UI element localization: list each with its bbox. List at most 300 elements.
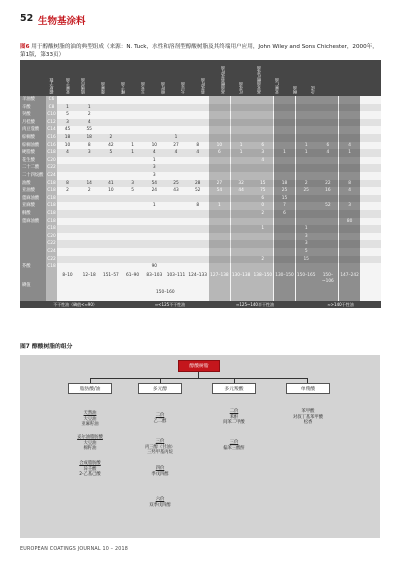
polyol-node: 多元醇 <box>138 383 182 394</box>
table-cell <box>274 218 295 226</box>
table-row <box>20 172 381 180</box>
table-cell <box>122 233 143 241</box>
iodine-value: 147–242 <box>339 271 360 303</box>
table-cell: 3 <box>296 240 317 248</box>
table-cell: 27 <box>209 180 230 188</box>
table-cell <box>252 248 273 256</box>
table-cell <box>339 263 360 271</box>
oil-composition-table <box>20 60 381 331</box>
page-number: 52 <box>20 13 34 24</box>
table-cell <box>296 172 317 180</box>
footer-band: ≈125~140半干性油 <box>236 301 274 307</box>
table-cell: 3 <box>296 233 317 241</box>
table-cell: 6 <box>252 195 273 203</box>
table-cell <box>231 119 252 127</box>
table-row <box>20 195 381 203</box>
table-cell <box>339 210 360 218</box>
iodine-value: 138–150 <box>252 271 273 303</box>
table-cell <box>339 104 360 112</box>
leaf-item: 双季戊四醇 <box>149 502 171 508</box>
table-cell <box>79 233 100 241</box>
table-cell <box>317 218 338 226</box>
table-cell <box>339 157 360 165</box>
table-cell <box>296 119 317 127</box>
table-cell <box>274 164 295 172</box>
table-cell: 2 <box>66 188 69 194</box>
column-header: 玉米油 <box>140 82 145 94</box>
fatty-acid-node: 脂肪酸/油 <box>68 383 112 394</box>
table-cell: 15 <box>274 195 295 203</box>
table-cell <box>274 240 295 248</box>
leaf-item: 三羟甲基丙烷 <box>147 450 173 456</box>
table-cell <box>122 96 143 104</box>
table-cell <box>296 126 317 134</box>
table-cell <box>79 210 100 218</box>
table-cell <box>252 233 273 241</box>
column-header: 亚麻子油 <box>65 78 70 94</box>
leaf-item: 丙三醇（甘油） <box>144 444 176 450</box>
alkyd-components-diagram <box>20 355 380 538</box>
column-header: 大豆油 <box>180 82 185 94</box>
footer-band: 不干性油（碘值<≈90） <box>53 301 97 307</box>
acid-name <box>20 225 46 233</box>
table-cell <box>296 134 317 142</box>
table-cell <box>296 202 317 210</box>
table-cell <box>57 164 78 172</box>
table-cell <box>317 240 338 248</box>
leaf-heading: 三价 <box>229 440 239 445</box>
table-cell: 3 <box>66 119 69 125</box>
table-cell: 1 <box>209 202 230 210</box>
table-cell: 1 <box>152 203 156 209</box>
table-cell <box>100 96 121 104</box>
acid-name: 羊油酸 <box>20 96 46 104</box>
acid-name <box>20 256 46 264</box>
table-cell <box>144 256 165 264</box>
table-cell <box>122 126 143 134</box>
table-cell <box>231 218 252 226</box>
acid-name <box>20 248 46 256</box>
table-cell <box>166 126 187 134</box>
table-cell <box>144 134 165 142</box>
table-cell <box>209 164 230 172</box>
table-cell <box>57 233 78 241</box>
table-cell <box>231 210 252 218</box>
table-cell <box>166 104 187 112</box>
table-cell: 6 <box>209 149 230 157</box>
table-cell: 3 <box>252 149 273 157</box>
table-cell: 8 <box>87 142 91 148</box>
acid-name: 二十四烷酸 <box>20 172 46 180</box>
table-cell <box>274 142 295 150</box>
table-cell <box>166 157 187 165</box>
table-cell <box>187 172 208 180</box>
table-row <box>20 142 381 150</box>
table-cell <box>187 218 208 226</box>
table-cell <box>144 248 165 256</box>
table-cell <box>274 96 295 104</box>
table-caption-text: 用于醇酸树脂的油的典型组成（来源：N. Tuck，水性和溶剂型醇酸树脂及其终端用户应用，John Wiley and Sons Chichester，2000年，第1版，第33页） <box>20 44 378 58</box>
table-cell <box>317 126 338 134</box>
table-cell: 15 <box>252 180 273 188</box>
table-caption <box>20 43 382 59</box>
table-cell <box>57 210 78 218</box>
table-cell <box>187 96 208 104</box>
table-cell <box>296 210 317 218</box>
table-cell: 18 <box>86 135 92 140</box>
leaf-heading: 三价 <box>155 439 165 444</box>
table-cell <box>187 119 208 127</box>
table-cell <box>339 96 360 104</box>
table-row <box>20 111 381 119</box>
table-row <box>20 248 381 256</box>
figure-caption: 图7 醇酸树脂的组分 <box>20 344 73 350</box>
table-cell <box>231 263 252 271</box>
leaf-heading: 六价 <box>155 497 165 502</box>
iodine-value: 150–165 <box>296 271 317 303</box>
table-cell <box>339 164 360 172</box>
iodine-value: 8–10 <box>62 272 73 278</box>
table-cell <box>166 111 187 119</box>
table-cell <box>339 233 360 241</box>
table-cell <box>57 218 78 226</box>
leaf-item: 2-乙基己酸 <box>79 472 101 478</box>
table-cell <box>144 195 165 203</box>
table-cell <box>231 172 252 180</box>
table-cell: 44 <box>231 187 252 195</box>
table-cell: 28 <box>194 180 201 186</box>
table-cell <box>209 104 230 112</box>
table-cell <box>100 126 121 134</box>
table-cell <box>122 104 143 112</box>
table-cell: 25 <box>173 180 179 186</box>
table-cell <box>339 134 360 142</box>
table-cell <box>187 256 208 264</box>
table-cell <box>339 111 360 119</box>
leaf-synthetic <box>66 461 114 478</box>
carbon-count: C18 <box>47 150 56 156</box>
table-cell <box>100 256 121 264</box>
table-cell: 2 <box>109 135 113 140</box>
table-cell <box>79 96 100 104</box>
table-cell <box>317 96 338 104</box>
column-header: 蓖麻油 <box>100 82 105 94</box>
acid-name: 油酸 <box>20 180 46 188</box>
carbon-count: C16 <box>47 142 56 148</box>
section-title: 生物基涂料 <box>38 16 86 27</box>
table-cell: 1 <box>339 149 360 157</box>
carbon-count: C24 <box>47 173 56 178</box>
table-cell: 42 <box>108 142 114 148</box>
table-cell: 1 <box>131 150 134 156</box>
table-cell: 4 <box>152 150 156 156</box>
table-row <box>20 96 381 104</box>
table-cell <box>231 240 252 248</box>
carbon-count: C20 <box>47 157 56 163</box>
acid-name: 月桂酸 <box>20 119 46 127</box>
table-cell <box>187 240 208 248</box>
table-cell: 27 <box>173 142 179 148</box>
table-cell <box>166 164 187 172</box>
table-cell <box>209 134 230 142</box>
table-cell <box>100 240 121 248</box>
leaf-item: 棉籽油 <box>83 446 97 452</box>
carbon-count: C18 <box>47 188 56 194</box>
table-cell <box>209 210 230 218</box>
table-cell <box>79 195 100 203</box>
table-cell <box>209 225 230 233</box>
table-cell <box>187 225 208 233</box>
table-cell <box>274 248 295 256</box>
table-cell <box>274 126 295 134</box>
column-header: 碳原子数 <box>48 78 54 94</box>
table-cell <box>144 111 165 119</box>
table-cell <box>296 164 317 172</box>
carbon-count: C18 <box>47 264 56 270</box>
table-cell <box>209 172 230 180</box>
table-cell: 54 <box>151 180 158 186</box>
table-cell: 8 <box>66 180 69 186</box>
table-cell <box>231 256 252 264</box>
table-cell <box>100 202 121 210</box>
table-cell <box>187 134 208 142</box>
table-cell <box>79 256 100 264</box>
table-cell <box>144 225 165 233</box>
journal-footer: EUROPEAN COATINGS JOURNAL 10 – 2018 <box>20 547 128 552</box>
table-cell <box>296 111 317 119</box>
table-cell <box>100 157 121 165</box>
table-cell: 10 <box>64 142 71 148</box>
table-cell: 10 <box>209 142 230 150</box>
leaf-heading: 二价 <box>155 413 165 418</box>
table-cell <box>231 202 252 210</box>
table-cell: 4 <box>174 150 178 156</box>
table-cell: 5 <box>131 188 134 194</box>
table-cell <box>317 256 338 264</box>
table-cell <box>144 104 165 112</box>
table-row <box>20 210 381 218</box>
table-cell <box>252 134 273 142</box>
table-cell <box>122 134 143 142</box>
table-cell <box>166 218 187 226</box>
table-cell <box>339 119 360 127</box>
table-cell <box>296 104 317 112</box>
table-cell <box>209 248 230 256</box>
iodine-value: 150–~106 <box>317 271 338 303</box>
leaf-heading: 合成脂肪酸 <box>79 461 101 466</box>
table-cell <box>274 172 295 180</box>
table-cell <box>317 164 338 172</box>
iodine-value: 12–18 <box>82 272 96 278</box>
iodine-value: 127–138 <box>209 271 230 303</box>
table-cell: 3 <box>131 180 134 186</box>
leaf-item: 大豆油 <box>83 440 97 446</box>
table-cell <box>57 172 78 180</box>
table-cell: 2 <box>252 256 273 264</box>
table-cell <box>57 96 78 104</box>
table-cell <box>166 233 187 241</box>
table-cell <box>317 263 338 271</box>
leaf-heading: 四价 <box>155 466 165 471</box>
table-cell <box>317 195 338 203</box>
table-row <box>20 126 381 134</box>
table-cell <box>317 119 338 127</box>
table-cell <box>100 210 121 218</box>
table-cell <box>187 126 208 134</box>
table-cell <box>187 248 208 256</box>
table-cell <box>166 256 187 264</box>
table-cell <box>274 119 295 127</box>
table-cell <box>57 240 78 248</box>
table-cell <box>166 225 187 233</box>
carbon-count: C18 <box>47 203 56 209</box>
table-row <box>20 240 381 248</box>
table-cell <box>231 126 252 134</box>
column-header: 桐油 <box>292 86 297 94</box>
table-cell <box>231 157 252 165</box>
table-cell <box>79 225 100 233</box>
table-cell <box>231 233 252 241</box>
table-cell <box>79 248 100 256</box>
table-cell: 10 <box>108 188 114 194</box>
table-cell <box>57 157 78 165</box>
connector <box>90 378 307 379</box>
iodine-label: 碘值 <box>20 271 46 301</box>
table-cell <box>252 263 273 271</box>
table-cell <box>209 233 230 241</box>
leaf-item: 异壬酸 <box>83 466 97 472</box>
table-cell <box>122 119 143 127</box>
table-cell: 43 <box>173 188 179 194</box>
table-cell: 6 <box>317 142 338 150</box>
table-cell <box>122 157 143 165</box>
table-cell <box>166 172 187 180</box>
table-cell <box>209 96 230 104</box>
table-cell <box>144 96 165 104</box>
table-cell <box>252 96 273 104</box>
table-cell <box>252 126 273 134</box>
iodine-value: 130–138 <box>231 271 252 303</box>
table-cell: 15 <box>296 256 317 264</box>
leaf-diacid <box>206 409 262 426</box>
table-cell <box>252 164 273 172</box>
table-cell <box>296 157 317 165</box>
acid-name: 亚油酸 <box>20 187 46 195</box>
table-cell <box>187 111 208 119</box>
column-header: 琉璃苣油 <box>80 78 85 94</box>
table-cell: 1 <box>131 142 134 148</box>
table-cell: 1 <box>296 225 317 233</box>
table-cell <box>187 164 208 172</box>
carbon-count: C18 <box>47 226 56 232</box>
table-cell: 1 <box>66 104 69 110</box>
table-cell: 4 <box>317 149 338 157</box>
iodine-value: 151–57 <box>102 272 119 278</box>
table-row <box>20 104 381 112</box>
column-header: 高亚油酸红花油 <box>256 66 261 94</box>
table-cell <box>166 195 187 203</box>
table-cell: 18 <box>64 135 71 140</box>
table-cell <box>122 225 143 233</box>
iodine-code-blank <box>46 271 57 301</box>
acid-name: 蓖麻油酸 <box>20 195 46 203</box>
table-cell <box>252 111 273 119</box>
table-cell <box>144 233 165 241</box>
table-cell <box>231 134 252 142</box>
table-cell <box>339 248 360 256</box>
table-cell <box>166 248 187 256</box>
leaf-heading: 苯甲酸 <box>301 409 315 414</box>
table-row <box>20 256 381 264</box>
table-cell <box>339 240 360 248</box>
table-cell <box>122 164 143 172</box>
table-cell <box>144 210 165 218</box>
leaf-item: 松香 <box>303 420 313 426</box>
table-cell: 5 <box>109 150 113 156</box>
table-row <box>20 202 381 210</box>
table-cell: 32 <box>231 180 252 188</box>
table-cell <box>144 126 165 134</box>
table-cell: 4 <box>339 187 360 195</box>
table-cell: 75 <box>252 187 273 195</box>
table-cell <box>231 111 252 119</box>
table-cell <box>100 164 121 172</box>
table-cell <box>317 233 338 241</box>
table-cell <box>317 210 338 218</box>
carbon-count: C6 <box>46 96 57 104</box>
table-cell: 18 <box>274 180 295 188</box>
table-cell: 8 <box>339 180 360 188</box>
leaf-heading: 天然油 <box>83 411 97 416</box>
table-cell <box>100 195 121 203</box>
table-cell: 8 <box>196 203 200 209</box>
iodine-value: 83–103 <box>146 272 163 278</box>
table-cell: 1 <box>274 149 295 157</box>
table-cell <box>252 240 273 248</box>
table-cell: 4 <box>87 119 91 125</box>
footer-band: ≈<125不干性油 <box>154 301 186 307</box>
table-row <box>20 119 381 127</box>
table-cell: 45 <box>64 127 71 133</box>
table-cell <box>122 210 143 218</box>
iodine-value: 124–133 <box>188 272 207 278</box>
table-cell <box>187 157 208 165</box>
leaf-triacid <box>206 440 262 451</box>
table-cell <box>144 119 165 127</box>
table-cell <box>79 157 100 165</box>
acid-name: 肉豆蔻酸 <box>20 126 46 134</box>
table-cell: 41 <box>108 180 114 186</box>
table-cell <box>187 195 208 203</box>
table-cell <box>339 126 360 134</box>
leaf-heading: 二价 <box>229 409 239 414</box>
table-cell <box>122 240 143 248</box>
leaf-item: 季戊四醇 <box>151 471 169 477</box>
table-cell <box>187 263 208 271</box>
table-cell: 1 <box>231 149 252 157</box>
leaf-item: 偏苯三酸酐 <box>223 445 245 451</box>
table-cell: 80 <box>339 218 360 226</box>
table-cell <box>57 248 78 256</box>
table-cell <box>274 104 295 112</box>
table-cell <box>317 248 338 256</box>
table-cell: 6 <box>274 210 295 218</box>
table-row <box>20 157 381 165</box>
table-cell <box>209 119 230 127</box>
table-cell: 54 <box>209 187 230 195</box>
table-cell <box>122 248 143 256</box>
acid-name <box>20 240 46 248</box>
